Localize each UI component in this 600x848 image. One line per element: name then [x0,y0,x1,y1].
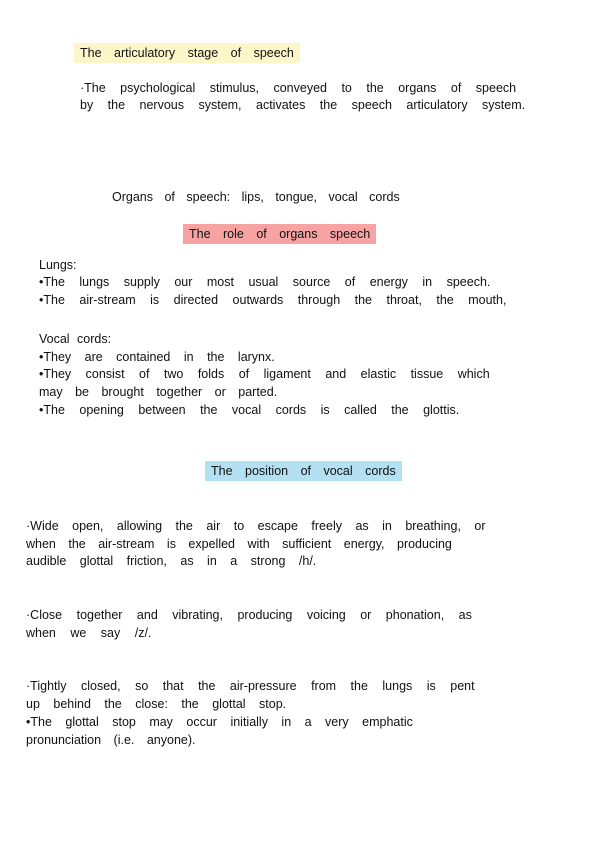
paragraph-line: ·The psychological stimulus, conveyed to the organs of speech [80,81,517,95]
paragraph-line: by the nervous system, activates the speech articulatory system. [80,98,526,112]
vocal-cords-heading: Vocal cords: [39,332,112,346]
position-paragraph-line: when the air-stream is expelled with sufficient energy, producing [26,537,452,551]
lungs-line: •The lungs supply our most usual source of energy in speech. [39,275,491,289]
position-paragraph-line: •The glottal stop may occur initially in a very emphatic [26,715,413,729]
vocal-cords-line: •The opening between the vocal cords is called the glottis. [39,403,460,417]
position-paragraph-line: pronunciation (i.e. anyone). [26,733,196,747]
section-title-position-of-vocal-cords: The position of vocal cords [205,461,402,481]
section-title-role-of-organs: The role of organs speech [183,224,376,244]
vocal-cords-line: •They consist of two folds of ligament and elastic tissue which [39,367,490,381]
position-paragraph-line: when we say /z/. [26,626,152,640]
position-paragraph-line: ·Close together and vibrating, producing voicing or phonation, as [26,608,472,622]
position-paragraph-line: ·Tightly closed, so that the air-pressure from the lungs is pent [26,679,475,693]
vocal-cords-line: may be brought together or parted. [39,385,278,399]
lungs-heading: Lungs: [39,258,77,272]
position-paragraph-line: up behind the close: the glottal stop. [26,697,287,711]
vocal-cords-line: •They are contained in the larynx. [39,350,275,364]
section-title-articulatory: The articulatory stage of speech [74,43,300,63]
organs-of-speech-line: Organs of speech: lips, tongue, vocal cords [112,190,400,204]
position-paragraph-line: audible glottal friction, as in a strong /h/. [26,554,317,568]
lungs-line: •The air-stream is directed outwards through the throat, the mouth, [39,293,507,307]
position-paragraph-line: ·Wide open, allowing the air to escape freely as in breathing, or [26,519,486,533]
